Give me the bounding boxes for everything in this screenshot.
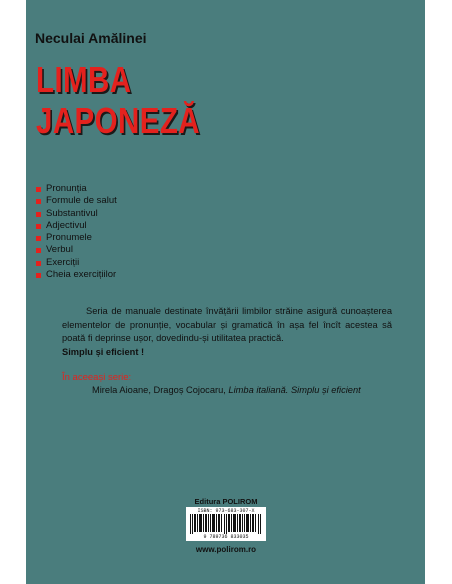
title-line-1: LIMBA (36, 59, 132, 100)
bullet-icon (36, 273, 41, 278)
publisher-website: www.polirom.ro (195, 545, 257, 554)
topics-list (36, 183, 117, 281)
topic-item: Pronunția (36, 183, 117, 195)
bullet-icon (36, 224, 41, 229)
topic-item: Exerciții (36, 257, 117, 269)
topic-item: Formule de salut (36, 195, 117, 207)
series-entry-title: Limba italiană. Simplu și eficient (228, 385, 361, 395)
author-name: Neculai Amălinei (35, 30, 147, 46)
bullet-icon (36, 236, 41, 241)
bullet-icon (36, 212, 41, 217)
isbn-number: ISBN: 973-683-307-X (197, 508, 255, 514)
topic-item: Pronumele (36, 232, 117, 244)
description-text: Seria de manuale destinate învățării limbilor străine asigură cunoașterea elementelor de pronunție, vocabular și gramatică în așa fel încît acestea să poată fi deprinse ușor, dovedindu-și utilitatea practică. (62, 306, 392, 343)
series-entry-authors: Mirela Aioane, Dragoș Cojocaru, (92, 385, 229, 395)
topic-item: Substantivul (36, 208, 117, 220)
same-series-label: În aceeași serie: (62, 372, 132, 383)
series-motto: Simplu și eficient ! (62, 346, 145, 357)
ean-number: 9 789736 833035 (203, 534, 249, 540)
series-description (62, 305, 392, 359)
publisher-name: Editura POLIROM (194, 497, 258, 506)
topic-item: Cheia exercițiilor (36, 269, 117, 281)
bullet-icon (36, 187, 41, 192)
bullet-icon (36, 261, 41, 266)
same-series-entry (92, 385, 361, 395)
topic-item: Adjectivul (36, 220, 117, 232)
bullet-icon (36, 199, 41, 204)
barcode (186, 507, 266, 541)
bullet-icon (36, 248, 41, 253)
barcode-icon (190, 514, 262, 534)
title-line-2: JAPONEZĂ (36, 100, 201, 141)
topic-item: Verbul (36, 244, 117, 256)
